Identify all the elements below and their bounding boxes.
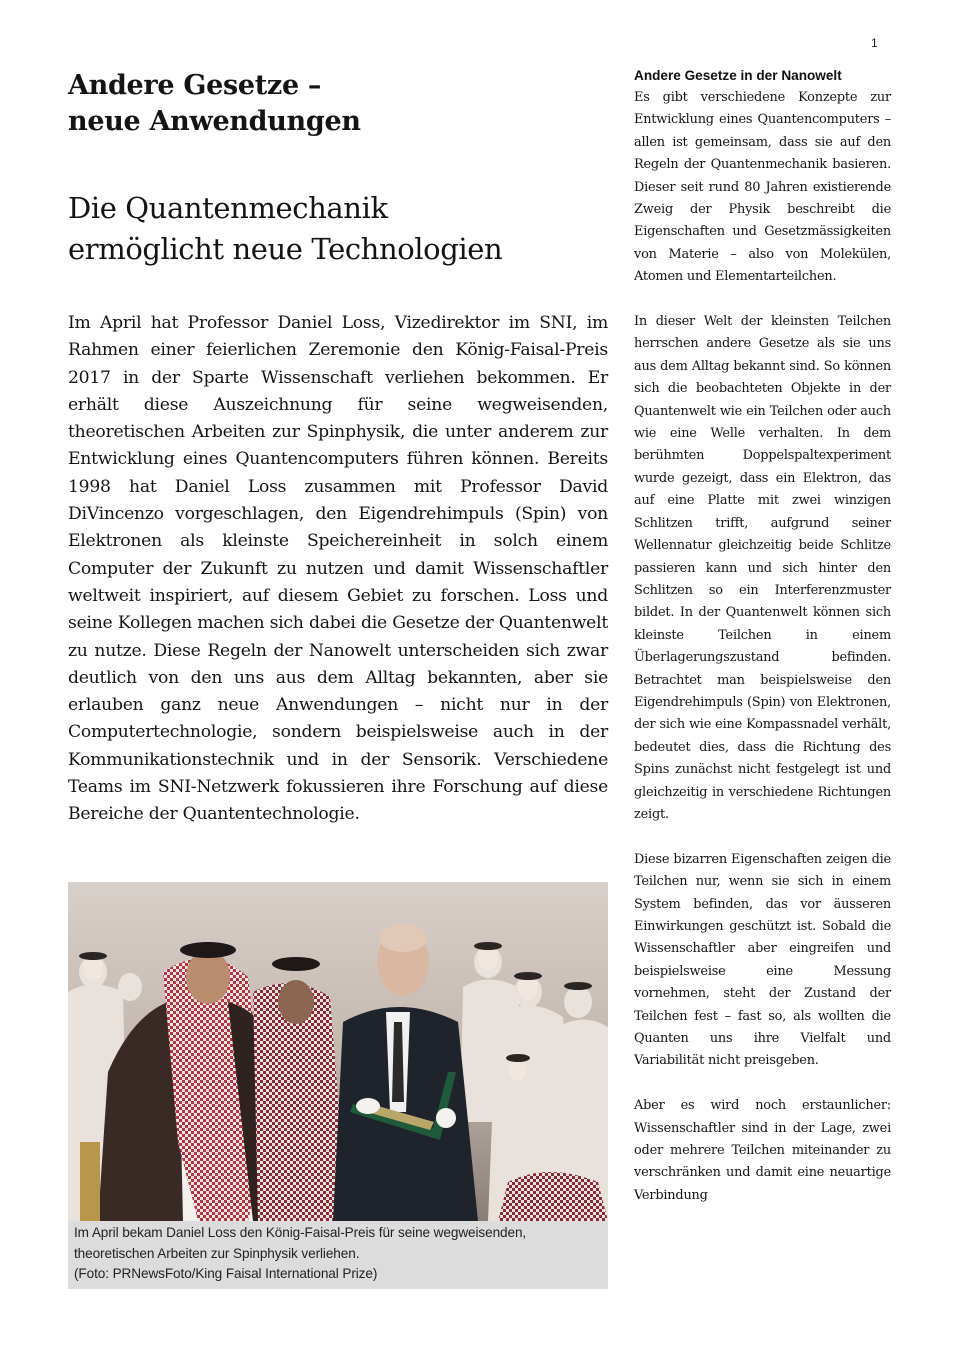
photo-credit: (Foto: PRNewsFoto/King Faisal International Prize) (74, 1266, 378, 1281)
sidebar-paragraph: Aber es wird noch erstaunlicher: Wissenschaftler sind in der Lage, zwei oder mehrere Teilchen miteinander zu verschränken und damit eine neuartige Verbindung (634, 1098, 891, 1203)
subtitle-line-1: Die Quantenmechanik (68, 191, 388, 225)
sidebar-heading: Andere Gesetze in der Nanowelt (634, 68, 842, 83)
title-line-1: Andere Gesetze – (68, 70, 322, 101)
title-line-2: neue Anwendungen (68, 106, 361, 137)
caption-line-2: theoretischen Arbeiten zur Spinphysik verliehen. (74, 1245, 360, 1261)
article-body: Im April hat Professor Daniel Loss, Vizedirektor im SNI, im Rahmen einer feierlichen Zeremonie den König-Faisal-Preis 2017 in der Sparte Wissenschaft verliehen bekommen. Er erhält diese Auszeichnung für seine wegweisenden, theoretischen Arbeiten zur Spinphysik, die unter anderem zur Entwicklung eines Quantencomputers führen können. Bereits 1998 hat Daniel Loss zusammen mit Professor David DiVincenzo vorgeschlagen, den Eigendrehimpuls (Spin) von Elektronen als kleinste Speichereinheit in solch einem Computer der Zukunft zu nutzen und damit Wissenschaftler weltweit inspiriert, auf diesem Gebiet zu forschen. Loss und seine Kollegen machen sich dabei die Gesetze der Quantenwelt zu nutze. Diese Regeln der Nanowelt unterscheiden sich zwar deutlich von den uns aus dem Alltag bekannten, aber sie erlauben ganz neue Anwendungen – nicht nur in der Computertechnologie, sondern beispielsweise auch in der Kommunikationstechnik und in der Sensorik. Verschiedene Teams im SNI-Netzwerk fokussieren ihre Forschung auf diese Bereiche der Quantentechnologie. (68, 313, 608, 825)
sidebar-paragraph: Es gibt verschiedene Konzepte zur Entwicklung eines Quantencomputers – allen ist gemeinsam, dass sie auf den Regeln der Quantenmechanik basieren. Dieser seit rund 80 Jahren existierende Zweig der Physik beschreibt die Eigenschaften und Gesetzmässigkeiten von Materie – also von Molekülen, Atomen und Elementarteilchen. (634, 90, 891, 285)
main-column (68, 68, 608, 825)
article-title (68, 68, 608, 140)
sidebar-paragraph: Diese bizarren Eigenschaften zeigen die Teilchen nur, wenn sie sich in einem System befinden, das vor äusseren Einwirkungen geschützt ist. Sobald die Wissenschaftler aber eingreifen und beispielsweise eine Messung vornehmen, steht der Zustand der Teilchen fest – fast so, als wollten die Quanten uns ihre Vielfalt und Variabilität nicht preisgeben. (634, 851, 891, 1069)
page-number: 1 (871, 36, 878, 50)
photo-caption (74, 1223, 604, 1285)
sidebar-column (634, 65, 891, 1230)
subtitle-line-2: ermöglicht neue Technologien (68, 232, 503, 266)
award-ceremony-photo (68, 882, 608, 1221)
caption-line-1: Im April bekam Daniel Loss den König-Faisal-Preis für seine wegweisenden, (74, 1225, 527, 1240)
article-subtitle (68, 188, 608, 270)
sidebar-paragraph: In dieser Welt der kleinsten Teilchen herrschen andere Gesetze als sie uns aus dem Alltag bekannt sind. So können sich die beobachteten Objekte in der Quantenwelt wie ein Teilchen oder auch wie eine Welle verhalten. In dem berühmten Doppelspaltexperiment wurde gezeigt, dass ein Elektron, das auf eine Platte mit zwei winzigen Schlitzen trifft, aufgrund seiner Wellennatur gleichzeitig beide Schlitze passieren kann und sich hinter den Schlitzen so ein Interferenzmuster bildet. In der Quantenwelt können sich kleinste Teilchen in einem Überlagerungszustand befinden. Betrachtet man beispielsweise den Eigendrehimpuls (Spin) von Elektronen, der sich wie eine Kompassnadel verhält, bedeutet dies, dass die Richtung des Spins zunächst nicht festgelegt ist und gleichzeitig in verschiedene Richtungen zeigt. (634, 314, 891, 822)
photo-figure (68, 882, 608, 1289)
